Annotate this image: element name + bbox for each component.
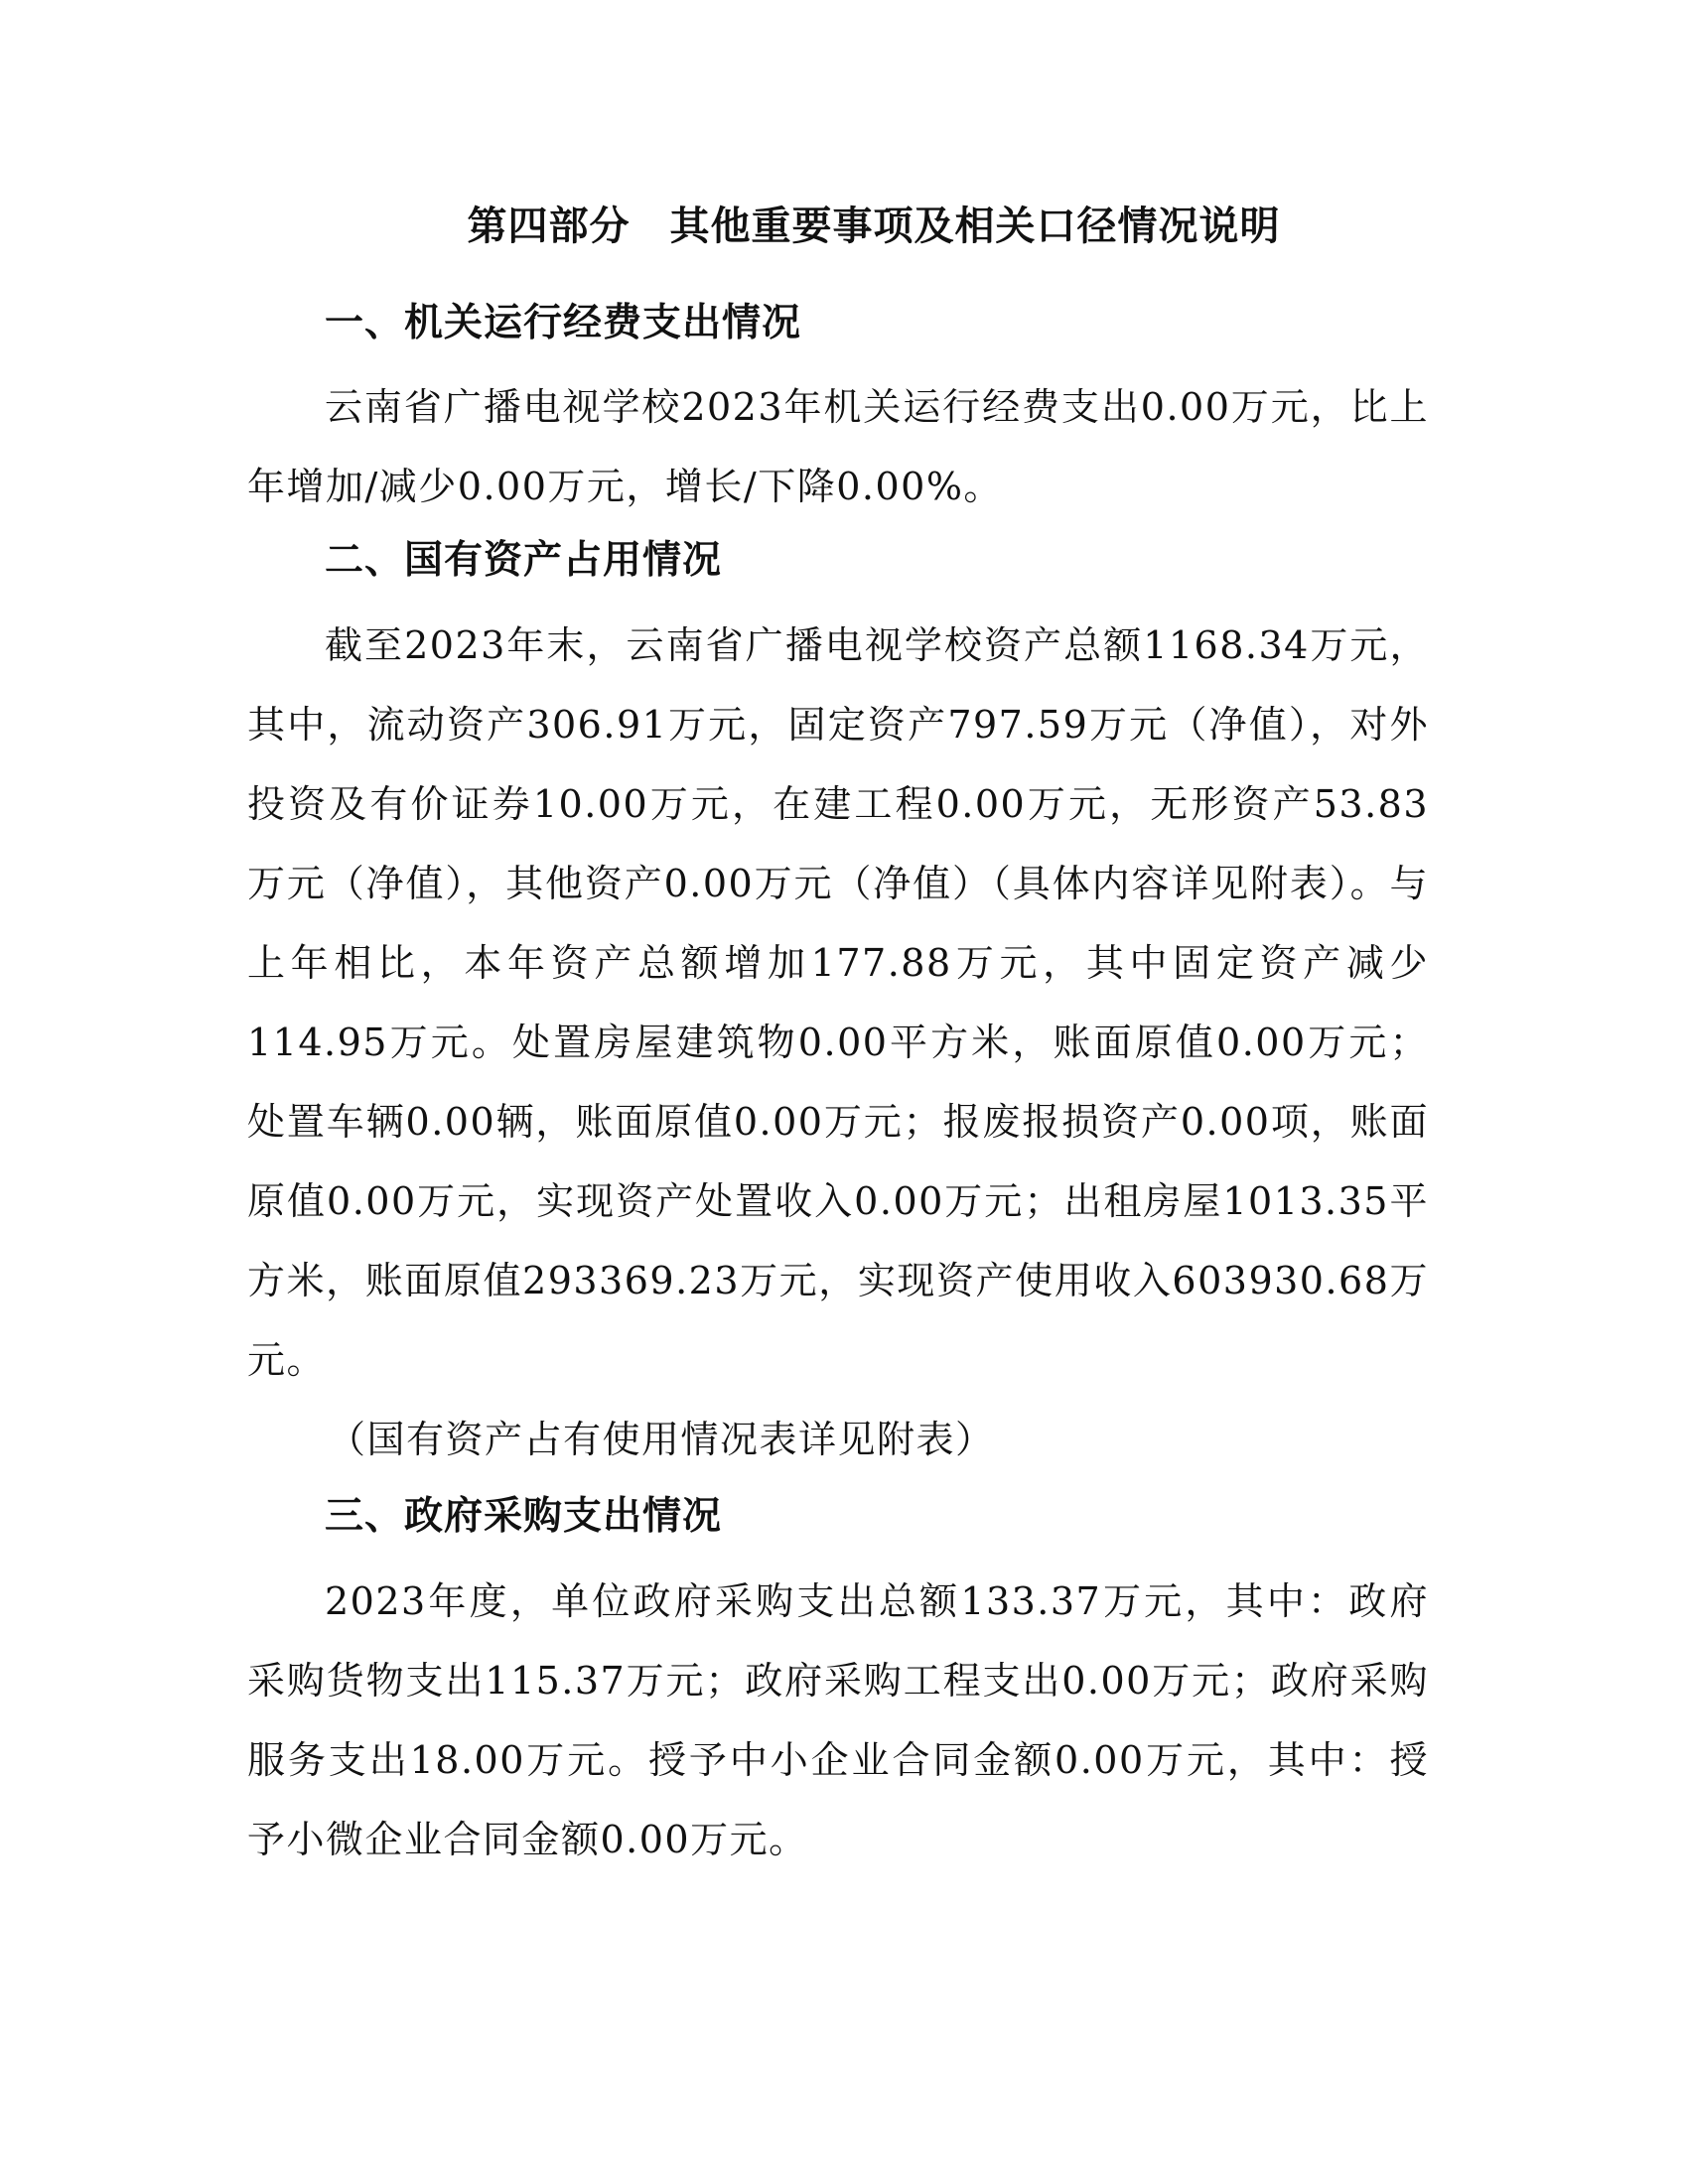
section-paragraph-1: 云南省广播电视学校2023年机关运行经费支出0.00万元，比上年增加/减少0.00万元，增长/下降0.00%。	[247, 385, 1429, 508]
section-heading-3: 三、政府采购支出情况	[325, 1494, 723, 1539]
title-part-label: 第四部分	[467, 204, 631, 249]
section-paragraph-3: 2023年度，单位政府采购支出总额133.37万元，其中：政府采购货物支出115.37万元；政府采购工程支出0.00万元；政府采购服务支出18.00万元。授予中小企业合同金额0.00万元，其中：授予小微企业合同金额0.00万元。	[247, 1579, 1429, 1861]
section-note-2: （国有资产占有使用情况表详见附表）	[328, 1418, 995, 1461]
section-paragraph-2: 截至2023年末，云南省广播电视学校资产总额1168.34万元，其中，流动资产306.91万元，固定资产797.59万元（净值），对外投资及有价证券10.00万元，在建工程0.00万元，无形资产53.83万元（净值），其他资产0.00万元（净值）（具体内容详见附表）。与上年相比，本年资产总额增加177.88万元，其中固定资产减少114.95万元。处置房屋建筑物0.00平方米，账面原值0.00万元；处置车辆0.00辆，账面原值0.00万元；报废报损资产0.00项，账面原值0.00万元，实现资产处置收入0.00万元；出租房屋1013.35平方米，账面原值293369.23万元，实现资产使用收入603930.68万元。	[247, 623, 1429, 1382]
section-heading-1: 一、机关运行经费支出情况	[325, 301, 802, 345]
section-heading-2: 二、国有资产占用情况	[325, 538, 723, 583]
page-title	[0, 197, 1688, 256]
title-text: 其他重要事项及相关口径情况说明	[669, 204, 1281, 249]
